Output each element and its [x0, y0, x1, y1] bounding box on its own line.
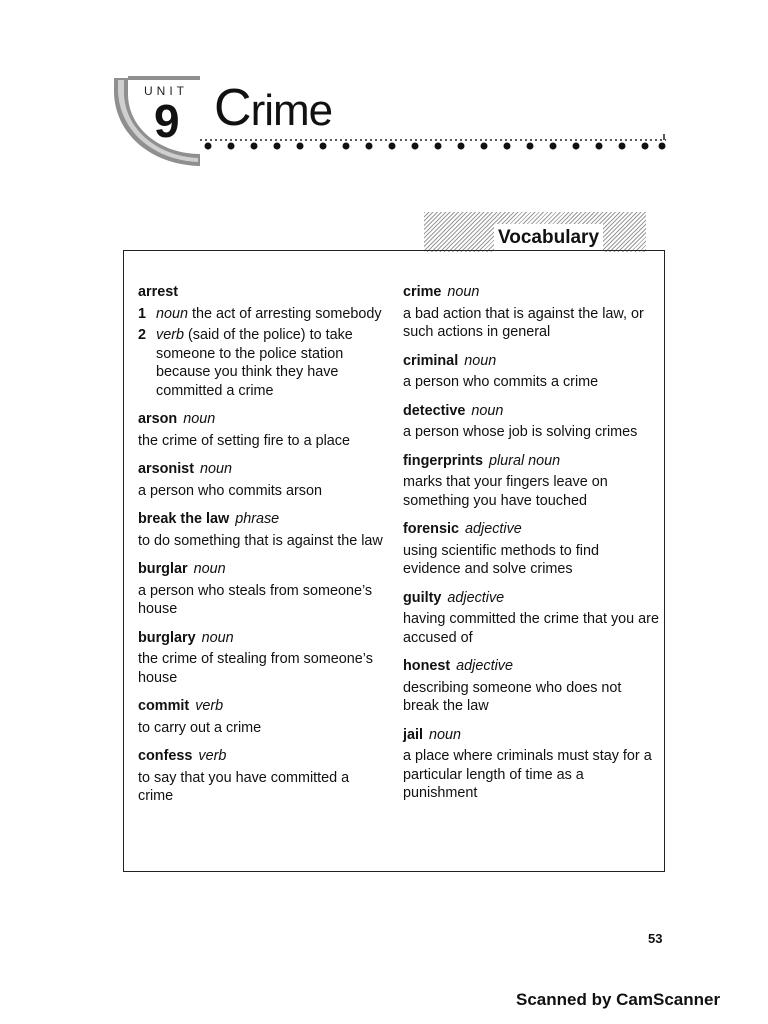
entry-criminal: [403, 352, 659, 392]
entry-headline: [138, 460, 388, 479]
entry-forensic: [403, 520, 659, 579]
vocabulary-column-left: [138, 283, 388, 816]
entry-fingerprints: [403, 452, 659, 511]
entry-confess: [138, 747, 388, 806]
entry-word: arrest: [138, 284, 179, 300]
title-dotted-rule: [200, 134, 666, 154]
entry-guilty: [403, 589, 659, 648]
entry-word: criminal: [403, 352, 459, 369]
entry-headline: [403, 402, 659, 421]
unit-title: [214, 79, 333, 137]
entry-headline: [138, 629, 388, 648]
vocabulary-column-right: [403, 283, 659, 813]
entry-definition: the crime of setting fire to a place: [138, 432, 350, 449]
entry-pos: adjective: [464, 521, 522, 537]
entry-headline: [138, 747, 388, 766]
entry-definition: to do something that is against the law: [138, 532, 383, 549]
entry-word: burglary: [138, 629, 196, 646]
entry-pos: plural noun: [488, 452, 561, 469]
unit-label: UNIT: [144, 84, 188, 98]
entry-definition: a person who steals from someone’s house: [138, 582, 373, 617]
entry-commit: [138, 697, 388, 737]
unit-badge: [114, 76, 200, 166]
entry-definition: a bad action that is against the law, or such actions in general: [403, 305, 644, 340]
entry-pos: noun: [429, 726, 462, 743]
entry-headline: [138, 410, 388, 429]
entry-word: crime: [403, 284, 442, 300]
entry-pos: adjective: [456, 658, 513, 674]
entry-arson: [138, 410, 388, 450]
sense-pos: verb: [156, 327, 184, 343]
entry-definition: to carry out a crime: [138, 719, 262, 736]
vocabulary-heading: Vocabulary: [494, 224, 603, 252]
entry-pos: noun: [199, 461, 232, 477]
unit-number: 9: [154, 95, 180, 147]
entry-headline: [403, 520, 659, 539]
entry-definition: to say that you have committed a crime: [138, 769, 350, 804]
entry-pos: noun: [464, 352, 497, 369]
entry-pos: noun: [471, 402, 504, 419]
entry-headline: [403, 352, 659, 371]
entry-definition: the crime of stealing from someone’s house: [138, 651, 373, 686]
entry-definition: a person whose job is solving crimes: [403, 424, 638, 440]
entry-headline: [138, 510, 388, 529]
entry-pos: noun: [447, 284, 480, 300]
entry-burglary: [138, 629, 388, 688]
entry-word: burglar: [138, 561, 188, 577]
entry-definition: a person who commits a crime: [403, 374, 599, 390]
unit-title-initial: C: [214, 79, 251, 137]
entry-word: jail: [403, 726, 423, 743]
vocabulary-tab: [424, 212, 646, 252]
entry-definition: having committed the crime that you are accused of: [403, 611, 659, 646]
entry-word: confess: [138, 748, 193, 764]
entry-crime: [403, 283, 659, 342]
entry-honest: [403, 657, 659, 716]
entry-definition: a place where criminals must stay for a particular length of time as a punishment: [403, 748, 652, 801]
entry-headline: [403, 589, 659, 608]
entry-headline: [403, 726, 659, 745]
entry-headline: [403, 452, 659, 471]
entry-word: honest: [403, 658, 451, 674]
entry-word: guilty: [403, 589, 442, 606]
entry-sense: [138, 326, 388, 400]
entry-arsonist: [138, 460, 388, 500]
entry-word: forensic: [403, 521, 459, 537]
entry-headline: [138, 560, 388, 579]
entry-headline: [403, 657, 659, 676]
unit-title-rest: rime: [250, 86, 333, 135]
sense-number: 1: [138, 305, 147, 322]
entry-pos: noun: [201, 629, 234, 646]
entry-word: break the law: [138, 511, 230, 527]
scan-credit: Scanned by CamScanner: [516, 990, 721, 1009]
entry-pos: verb: [195, 698, 224, 714]
entry-definition: marks that your fingers leave on something you have touched: [403, 474, 608, 509]
page-number: 53: [648, 931, 663, 946]
sense-text: the act of arresting somebody: [192, 305, 382, 322]
entry-definition: using scientific methods to find evidence and solve crimes: [403, 542, 599, 577]
entry-arrest: [138, 283, 388, 400]
sense-text: (said of the police) to take someone to the police station because you think they have committed a crime: [156, 327, 353, 399]
entry-definition: a person who commits arson: [138, 482, 322, 499]
entry-word: arson: [138, 411, 178, 427]
vocabulary-box: [123, 250, 665, 872]
entry-headline: [403, 283, 659, 302]
entry-pos: verb: [198, 748, 227, 764]
entry-word: commit: [138, 698, 190, 714]
entry-pos: adjective: [447, 589, 505, 606]
entry-jail: [403, 726, 659, 803]
sense-number: 2: [138, 327, 147, 343]
entry-break-the-law: [138, 510, 388, 550]
entry-pos: noun: [193, 561, 226, 577]
entry-headline: [138, 697, 388, 716]
entry-detective: [403, 402, 659, 442]
entry-word: fingerprints: [403, 452, 483, 469]
sense-pos: noun: [156, 305, 189, 322]
entry-sense: [138, 305, 388, 324]
entry-word: arsonist: [138, 461, 194, 477]
entry-pos: phrase: [235, 511, 280, 527]
entry-word: detective: [403, 402, 466, 419]
entry-pos: noun: [183, 411, 216, 427]
entry-burglar: [138, 560, 388, 619]
entry-definition: describing someone who does not break the law: [403, 679, 622, 714]
